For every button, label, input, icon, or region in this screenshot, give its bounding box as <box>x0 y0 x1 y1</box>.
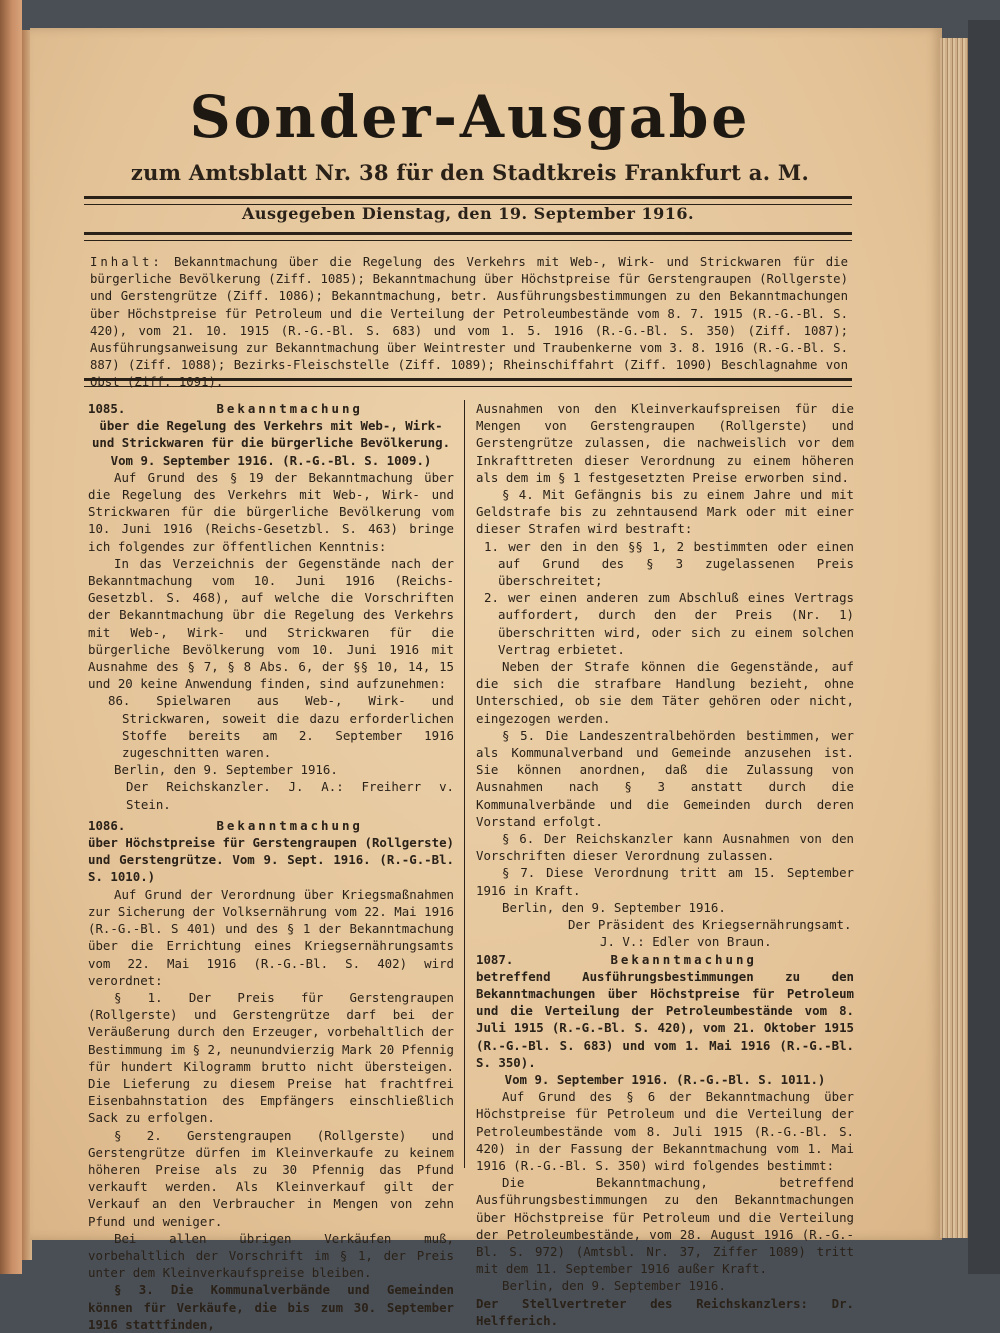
list-item: 1. wer den in den §§ 1, 2 bestimmten oder einen auf Grund des § 3 zugelassenen Preis überschreitet; <box>484 538 854 589</box>
paragraph: § 3. Die Kommunalverbände und Gemeinden können für Verkäufe, die bis zum 30. September 1916 stattfinden, <box>88 1282 454 1332</box>
issue-date-rule <box>84 232 852 241</box>
list-item: 2. wer einen anderen zum Abschluß eines Vertrags auffordert, durch den der Preis (Nr. 1) überschritten wird, oder sich zu einem solchen Vertrag erbietet. <box>484 590 854 657</box>
signature: Der Stellvertreter des Reichskanzlers: Dr. Helfferich. <box>476 1295 854 1328</box>
paragraph: Ausnahmen von den Kleinverkaufspreisen für die Mengen von Gerstengraupen (Rollgerste) und Gerstengrütze zulassen, die nachweislich vor dem Inkrafttreten dieser Verordnung zu einem höheren als dem im § 1 festgesetzten Preise erworben sind. <box>476 401 854 485</box>
page-subtitle: zum Amtsblatt Nr. 38 für den Stadtkreis Frankfurt a. M. <box>130 160 810 185</box>
place-date: Berlin, den 9. September 1916. <box>502 899 726 915</box>
paragraph: § 7. Diese Verordnung tritt am 15. September 1916 in Kraft. <box>476 865 854 898</box>
paragraph: § 6. Der Reichskanzler kann Ausnahmen von den Vorschriften dieser Verordnung zulassen. <box>476 831 854 864</box>
paragraph: Die Bekanntmachung, betreffend Ausführungsbestimmungen zu den Bekanntmachungen über Höchstpreise für Petroleum und die Verteilung der Petroleumbestände, vom 28. August 1916 (R.-G.-Bl. S. 972) (Amtsbl. Nr. 37, Ziffer 1089) tritt mit dem 11. September 1916 außer Kraft. <box>476 1175 854 1277</box>
paragraph: § 5. Die Landeszentralbehörden bestimmen, wer als Kommunalverband und Gemeinde anzusehen ist. Sie können anordnen, daß die Zulassung von Ausnahmen nach § 3 anstatt durch die Kommunalverbände und die Gemeinden durch deren Vorstand erfolgt. <box>476 727 854 829</box>
notice-heading-1086 <box>88 817 454 834</box>
paragraph: § 4. Mit Gefängnis bis zu einem Jahre und mit Geldstrafe bis zu zehntausend Mark oder mit einer dieser Strafen wird bestraft: <box>476 487 854 537</box>
issue-date: Ausgegeben Dienstag, den 19. September 1916. <box>241 204 695 223</box>
signature: Der Präsident des Kriegsernährungsamt. <box>568 917 852 933</box>
notice-heading: Bekanntmachung <box>610 951 757 967</box>
contents-rule <box>84 378 852 387</box>
contents-label: Inhalt: <box>90 255 163 269</box>
paragraph: Neben der Strafe können die Gegenstände, auf die sich die strafbare Handlung bezieht, ohne Unterschied, ob sie dem Täter gehören oder nicht, eingezogen werden. <box>476 659 854 726</box>
paragraph: Auf Grund des § 6 der Bekanntmachung über Höchstpreise für Petroleum und die Verteilung der Petroleumbestände vom 8. Juli 1915 (R.-G.-Bl. S. 420) in der Fassung der Bekanntmachung vom 1. Mai 1916 (R.-G.-Bl. S. 350) wird folgendes bestimmt: <box>476 1089 854 1173</box>
signature: Der Reichskanzler. J. A.: Freiherr v. Stein. <box>126 779 454 812</box>
masthead <box>80 82 860 185</box>
paragraph: § 1. Der Preis für Gerstengraupen (Rollgerste) und Gerstengrütze darf bei der Veräußerung durch den Erzeuger, vorbehaltlich der Bestimmung im § 2, neunundvierzig Mark 20 Pfennig für hundert Kilogramm brutto nicht übersteigen. Die Lieferung zu diesem Preise hat frachtfrei Eisenbahnstation des Empfängers einschließlich Sack zu erfolgen. <box>88 989 454 1126</box>
notice-date: Vom 9. September 1916. (R.-G.-Bl. S. 1009.) <box>110 452 432 468</box>
column-left <box>88 400 454 1333</box>
paragraph: Auf Grund der Verordnung über Kriegsmaßnahmen zur Sicherung der Volksernährung vom 22. Mai 1916 (R.-G.-Bl. S 401) und des § 1 der Bekanntmachung über die Errichtung eines Kriegsernährungsamts vom 22. Mai 1916 (R.-G.-Bl. S. 402) wird verordnet: <box>88 886 454 988</box>
table-of-contents <box>90 254 848 392</box>
notice-number: 1085. <box>88 401 126 416</box>
page-title: Sonder-Ausgabe <box>189 83 751 151</box>
signature: J. V.: Edler von Braun. <box>600 934 772 950</box>
column-divider <box>464 400 465 1168</box>
book-cover-right <box>968 20 1000 1274</box>
notice-date: Vom 9. September 1916. (R.-G.-Bl. S. 1011.) <box>504 1071 826 1087</box>
place-date: Berlin, den 9. September 1916. <box>114 762 338 778</box>
paragraph: Auf Grund des § 19 der Bekanntmachung über die Regelung des Verkehrs mit Web-, Wirk- und Strickwaren für die bürgerliche Bevölkerung vom 10. Juni 1916 (Reichs-Gesetzbl. S. 463) bringe ich folgendes zur öffentlichen Kenntnis: <box>88 469 454 554</box>
list-item: 86. Spielwaren aus Web-, Wirk- und Strickwaren, soweit die dazu erforderlichen Stoffe bereits am 2. September 1916 zugeschnitten waren. <box>108 693 454 761</box>
notice-number: 1087. <box>476 951 514 967</box>
paragraph: In das Verzeichnis der Gegenstände nach der Bekanntmachung vom 10. Juni 1916 (Reichs-Gesetzbl. S. 468), auf welche die Vorschriften der Bekanntmachung übr die Regelung des Verkehrs mit Web-, Wirk- und Strickwaren für die bürgerliche Bevölkerung vom 10. Juni 1916 mit Ausnahme des § 7, § 8 Abs. 6, der §§ 10, 14, 15 und 20 keine Anwendung finden, sind aufzunehmen: <box>88 555 454 692</box>
notice-title: über die Regelung des Verkehrs mit Web-, Wirk- und Strickwaren für die bürgerliche Bevölkerung. <box>91 418 451 451</box>
column-right <box>476 400 854 1329</box>
notice-title: über Höchstpreise für Gerstengraupen (Rollgerste) und Gerstengrütze. Vom 9. Sept. 1916. (R.-G.-Bl. S. 1010.) <box>88 835 454 885</box>
notice-heading-1087 <box>476 951 854 968</box>
notice-title: betreffend Ausführungsbestimmungen zu den Bekanntmachungen über Höchstpreise für Petroleum und die Verteilung der Petroleumbestände vom 8. Juli 1915 (R.-G.-Bl. S. 420), vom 21. Oktober 1915 (R.-G.-Bl. S. 683) und vom 1. Mai 1916 (R.-G.-Bl. S. 350). <box>476 968 854 1070</box>
notice-heading: Bekanntmachung <box>216 401 363 416</box>
notice-heading: Bekanntmachung <box>216 817 363 833</box>
place-date: Berlin, den 9. September 1916. <box>502 1278 726 1294</box>
book-binding-left <box>0 0 22 1274</box>
page-stack-edges <box>940 38 968 1238</box>
notice-number: 1086. <box>88 817 126 833</box>
notice-heading-1085 <box>88 400 454 417</box>
paragraph: Bei allen übrigen Verkäufen muß, vorbehaltlich der Vorschrift im § 1, der Preis unter dem Kleinverkaufspreise bleiben. <box>88 1230 454 1281</box>
contents-text: Bekanntmachung über die Regelung des Verkehrs mit Web-, Wirk- und Strickwaren für die bürgerliche Bevölkerung (Ziff. 1085); Bekanntmachung über Höchstpreise für Gerstengraupen (Rollgerste) und Gerstengrütze (Ziff. 1086); Bekanntmachung, betr. Ausführungsbestimmungen zu den Bekanntmachungen über Höchstpreise für Petroleum und die Verteilung der Petroleumbestände vom 8. 7. 1915 (R.-G.-Bl. S. 420), vom 21. 10. 1915 (R.-G.-Bl. S. 683) und vom 1. 5. 1916 (R.-G.-Bl. S. 350) (Ziff. 1087); Ausführungsanweisung zur Bekanntmachung über Weintrester und Traubenkerne vom 3. 8. 1916 (R.-G.-Bl. S. 887) (Ziff. 1088); Bezirks-Fleischstelle (Ziff. 1089); Rheinschiffahrt (Ziff. 1090) Beschlagnahme von Obst (Ziff. 1091). <box>90 255 848 390</box>
paragraph: § 2. Gerstengraupen (Rollgerste) und Gerstengrütze dürfen im Kleinverkaufe zu keinem höheren Preise als zu 30 Pfennig das Pfund verkauft werden. Als Kleinverkauf gilt der Verkauf an den Verbraucher in Mengen von zehn Pfund und weniger. <box>88 1127 454 1229</box>
